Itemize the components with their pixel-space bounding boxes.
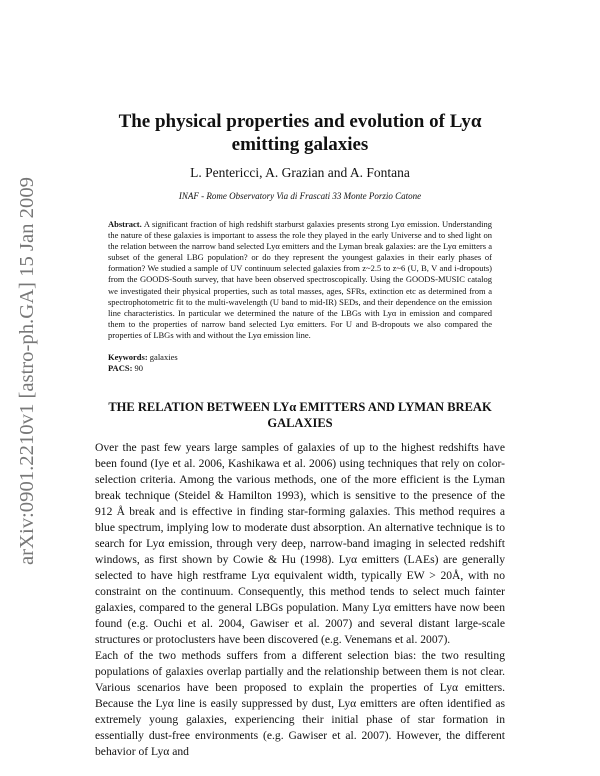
body-text: [95, 440, 505, 760]
abstract-block: [108, 219, 492, 341]
arxiv-identifier-stamp: [10, 175, 42, 565]
pacs-label: PACS:: [108, 362, 133, 373]
abstract-label: Abstract.: [108, 219, 142, 229]
paper-title: The physical properties and evolution of Lyα emitting galaxies: [118, 111, 482, 155]
arxiv-stamp-text: arXiv:0901.2210v1 [astro-ph.GA] 15 Jan 2009: [17, 198, 38, 565]
paragraph: Each of the two methods suffers from a different selection bias: the two resulting populations of galaxies overlap partially and the relationship between them is not clear. Various scenarios have been proposed to explain the properties of Lyα emitters. Because the Lyα line is easily suppressed by dust, Lyα emitters are often identified as extremely young galaxies, experiencing their initial phase of star formation in essentially dust-free environments (e.g. Gawiser et al. 2007). However, the different behavior of Lyα and: [95, 649, 505, 758]
paragraph: Over the past few years large samples of galaxies of up to the highest redshifts have been found (Iye et al. 2006, Kashikawa et al. 2006) using techniques that rely on color-selection criteria. Among the various methods, one of the more efficient is the Lyman break technique (Steidel & Hamilton 1993), which is sensitive to the presence of the 912 Å break and is effective in finding star-forming galaxies. This method requires a blue spectrum, implying low to moderate dust absorption. An alternative technique is to search for Lyα emission, through very deep, narrow-band imaging in selected redshift windows, as first shown by Cowie & Hu (1998). Lyα emitters (LAEs) are generally selected to have high restframe Lyα equivalent width, typically EW > 20Å, with no constraint on the continuum. Consequently, this method tends to select much fainter galaxies, compared to the general LBGs population. Many Lyα emitters have now been found (e.g. Ouchi et al. 2004, Gawiser et al. 2007) and several distant large-scale structures or protoclusters have been discovered (e.g. Venemans et al. 2007).: [95, 441, 505, 646]
keywords-block: [108, 352, 492, 373]
keywords-label: Keywords:: [108, 352, 148, 362]
pacs-value: 90: [134, 362, 144, 373]
section-heading: THE RELATION BETWEEN LYα EMITTERS AND LYMAN BREAK GALAXIES: [108, 400, 492, 430]
keywords-value: galaxies: [149, 352, 178, 362]
abstract-text: A significant fraction of high redshift starburst galaxies presents strong Lyα emission. Understanding the nature of these galaxies is important to assess the role they played in the early Universe and to shed light on the relation between the narrow band selected Lyα emitters and the Lyman break galaxies: are the Lyα emitters a subset of the general LBG population? or do they represent the youngest galaxies in their early phases of formation? We studied a sample of UV continuum selected galaxies from z~2.5 to z~6 (U, B, V and i-dropouts) from the GOODS-South survey, that have been observed spectroscopically. Using the GOODS-MUSIC catalog we investigated their physical properties, such as total masses, ages, SFRs, extinction etc as determined from a spectrophotometric fit to the multi-wavelength (U band to mid-IR) SEDs, and their dependence on the emission line characteristics. In particular we determined the nature of the LBGs with Lyα in emission and compared them to the properties of narrow band selected Lyα emitters. For U and B-dropouts we also compared the properties of LBGs with and without the Lyα emission line.: [108, 219, 493, 340]
author-list: L. Pentericci, A. Grazian and A. Fontana: [190, 165, 410, 180]
affiliation: INAF - Rome Observatory Via di Frascati 33 Monte Porzio Catone: [178, 191, 422, 201]
